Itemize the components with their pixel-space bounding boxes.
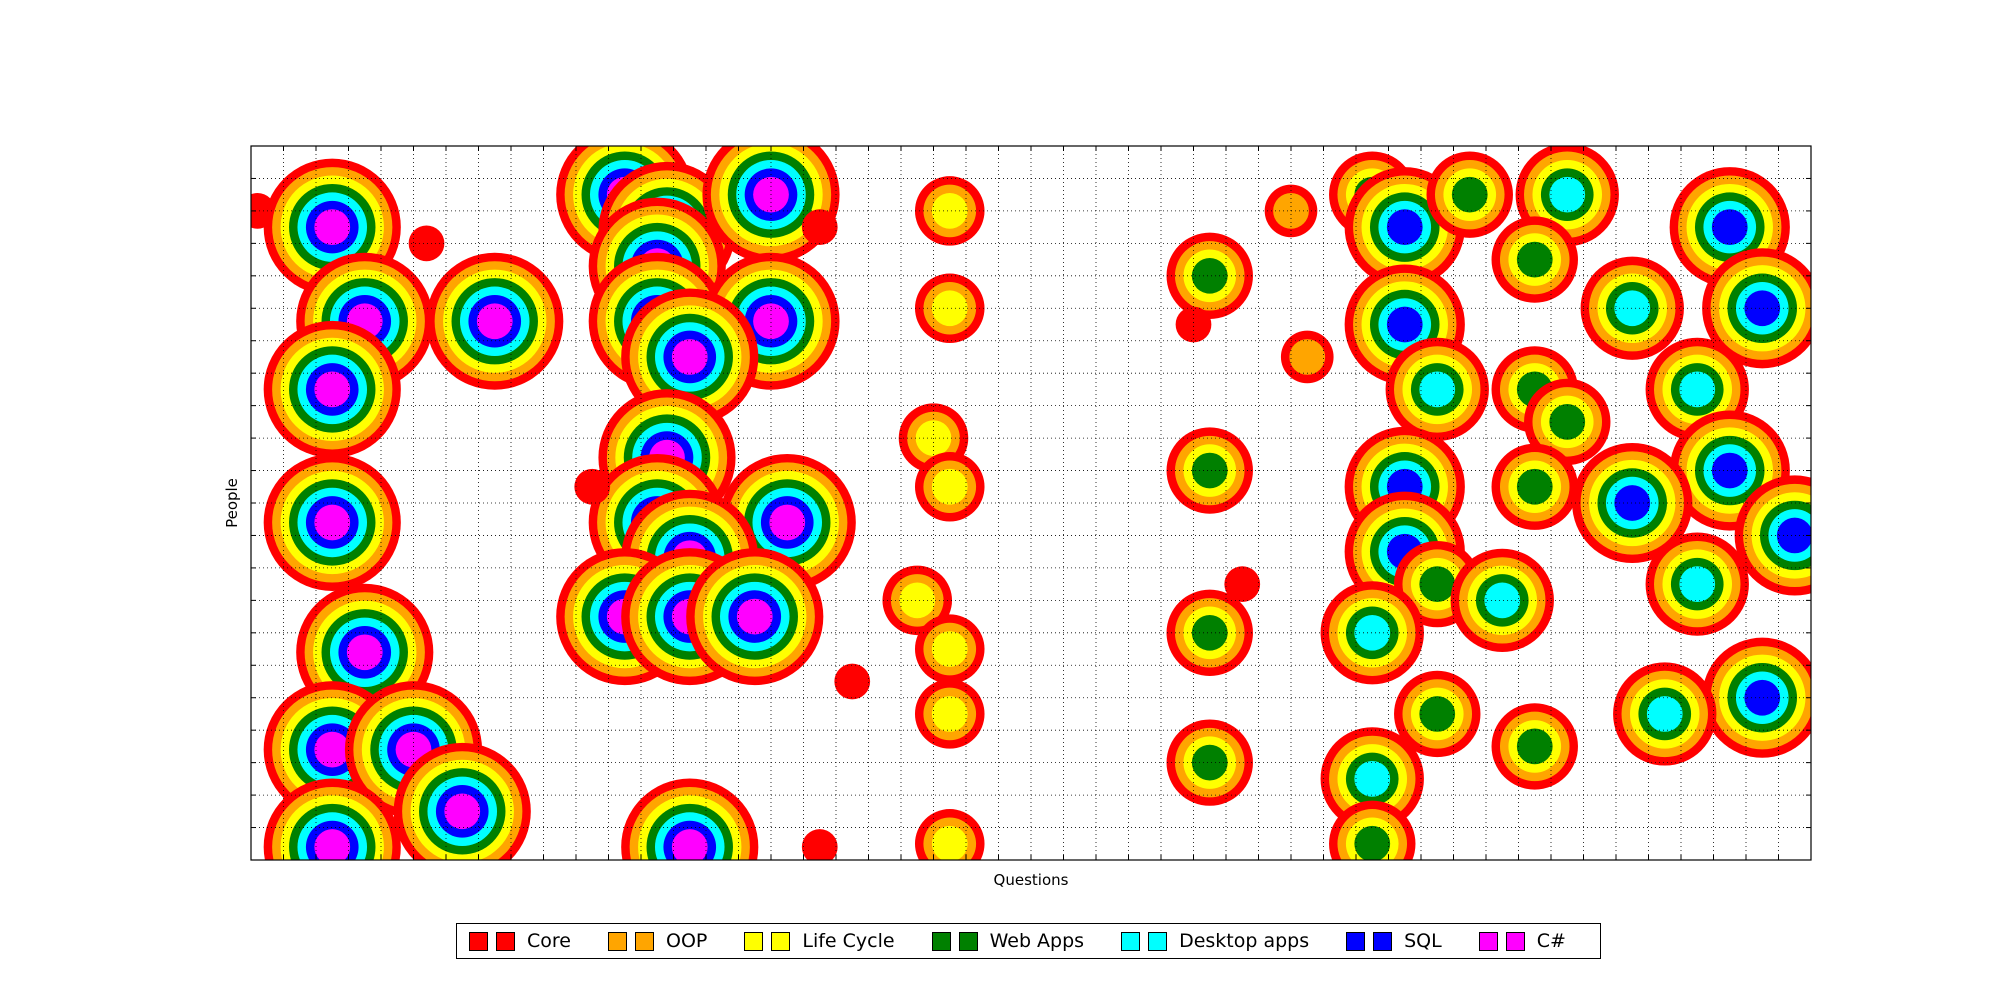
contour-band-sql: [1387, 209, 1423, 245]
contour-band-core: [574, 469, 610, 505]
contour-band-life-cycle: [932, 826, 968, 862]
legend-swatch: [1506, 932, 1525, 951]
contour-band-c-: [314, 372, 350, 408]
hotspot: [802, 209, 838, 245]
hotspot: [621, 779, 758, 916]
contour-band-desktop-apps: [1549, 177, 1585, 213]
contour-band-core: [1224, 566, 1260, 602]
legend-swatch: [1479, 932, 1498, 951]
legend-label: Life Cycle: [802, 930, 895, 952]
legend-label: Core: [527, 930, 571, 952]
contour-band-core: [1176, 307, 1212, 343]
contour-band-web-apps: [1192, 615, 1228, 651]
legend-swatch: [932, 932, 951, 951]
legend-label: OOP: [665, 930, 708, 952]
contour-band-web-apps: [1354, 826, 1390, 862]
contour-band-life-cycle: [899, 583, 935, 619]
legend-item: [737, 930, 924, 952]
hotspot: [1581, 257, 1684, 360]
legend-swatch: [1148, 932, 1167, 951]
contour-band-web-apps: [1419, 566, 1455, 602]
hotspot: [1329, 801, 1415, 887]
hotspot: [915, 614, 985, 683]
contour-band-web-apps: [1549, 404, 1585, 440]
hotspot: [1613, 662, 1716, 765]
contour-band-c-: [753, 303, 789, 339]
hotspot: [1492, 444, 1578, 530]
contour-band-web-apps: [1517, 729, 1553, 765]
contour-band-c-: [347, 634, 383, 670]
contour-band-web-apps: [1452, 177, 1488, 213]
contour-band-web-apps: [1419, 696, 1455, 732]
y-axis-label: People: [223, 478, 241, 528]
legend-item: [1339, 930, 1472, 952]
contour-band-life-cycle: [932, 631, 968, 667]
hotspot: [686, 548, 823, 685]
contour-band-web-apps: [1517, 469, 1553, 505]
hotspot: [1176, 307, 1212, 343]
legend-swatch: [744, 932, 763, 951]
hotspot: [1492, 216, 1578, 302]
hotspot: [1702, 638, 1822, 758]
legend-item: [1472, 930, 1596, 952]
hotspot: [394, 743, 531, 880]
legend-label: Web Apps: [989, 930, 1085, 952]
contour-band-web-apps: [1192, 745, 1228, 781]
contour-band-sql: [1712, 453, 1748, 489]
contour-band-c-: [737, 599, 773, 635]
contour-band-desktop-apps: [1484, 583, 1520, 619]
x-axis-label: Questions: [993, 871, 1069, 889]
legend-label: SQL: [1404, 930, 1442, 952]
hotspot: [264, 321, 401, 458]
hotspot: [1735, 475, 1855, 595]
hotspot: [264, 454, 401, 591]
hotspot: [1427, 152, 1513, 238]
legend-label: Desktop apps: [1179, 930, 1310, 952]
contour-band-core: [802, 209, 838, 245]
contour-band-life-cycle: [932, 193, 968, 229]
contour-band-c-: [769, 505, 805, 541]
contour-band-desktop-apps: [1679, 372, 1715, 408]
hotspot: [426, 253, 563, 390]
hotspot: [915, 452, 985, 521]
hotspot: [1451, 549, 1554, 652]
contour-band-desktop-apps: [1419, 372, 1455, 408]
hotspot: [915, 274, 985, 343]
legend-label: C#: [1536, 930, 1566, 952]
legend-swatch: [496, 932, 515, 951]
hotspot: [1321, 581, 1424, 684]
legend-swatch: [771, 932, 790, 951]
contour-band-web-apps: [1517, 242, 1553, 278]
contour-band-sql: [1744, 680, 1780, 716]
hotspot: [1492, 703, 1578, 789]
hotspot: [264, 779, 401, 916]
legend-swatch: [469, 932, 488, 951]
contour-band-desktop-apps: [1354, 761, 1390, 797]
legend-swatch: [959, 932, 978, 951]
legend: [456, 923, 1601, 959]
legend-item: [462, 930, 601, 952]
contour-band-sql: [1744, 290, 1780, 326]
legend-item: [601, 930, 737, 952]
contour-band-c-: [672, 339, 708, 375]
contour-band-web-apps: [1192, 258, 1228, 294]
contour-band-life-cycle: [932, 290, 968, 326]
legend-swatch: [1346, 932, 1365, 951]
contour-band-oop: [1289, 339, 1325, 375]
contour-band-sql: [1387, 307, 1423, 343]
legend-swatch: [635, 932, 654, 951]
legend-swatch: [608, 932, 627, 951]
legend-swatch: [1373, 932, 1392, 951]
contour-band-c-: [444, 793, 480, 829]
hotspot: [915, 809, 985, 878]
legend-item: [1114, 930, 1339, 952]
contour-band-web-apps: [1192, 453, 1228, 489]
contour-band-c-: [314, 209, 350, 245]
contour-band-life-cycle: [932, 696, 968, 732]
contour-band-desktop-apps: [1647, 696, 1683, 732]
hotspot: [834, 664, 870, 700]
hotspot: [1386, 338, 1489, 441]
contour-band-desktop-apps: [1679, 566, 1715, 602]
hotspot: [574, 469, 610, 505]
contour-band-core: [834, 664, 870, 700]
hotspot: [1224, 566, 1260, 602]
contour-band-life-cycle: [932, 469, 968, 505]
hotspot: [1646, 533, 1749, 636]
legend-item: [925, 930, 1114, 952]
contour-band-c-: [314, 505, 350, 541]
contour-band-sql: [1712, 209, 1748, 245]
hotspot: [915, 679, 985, 748]
hotspot: [1281, 331, 1334, 384]
contour-band-c-: [314, 732, 350, 768]
legend-swatch: [1121, 932, 1140, 951]
hotspot: [915, 176, 985, 245]
contour-band-c-: [477, 303, 513, 339]
